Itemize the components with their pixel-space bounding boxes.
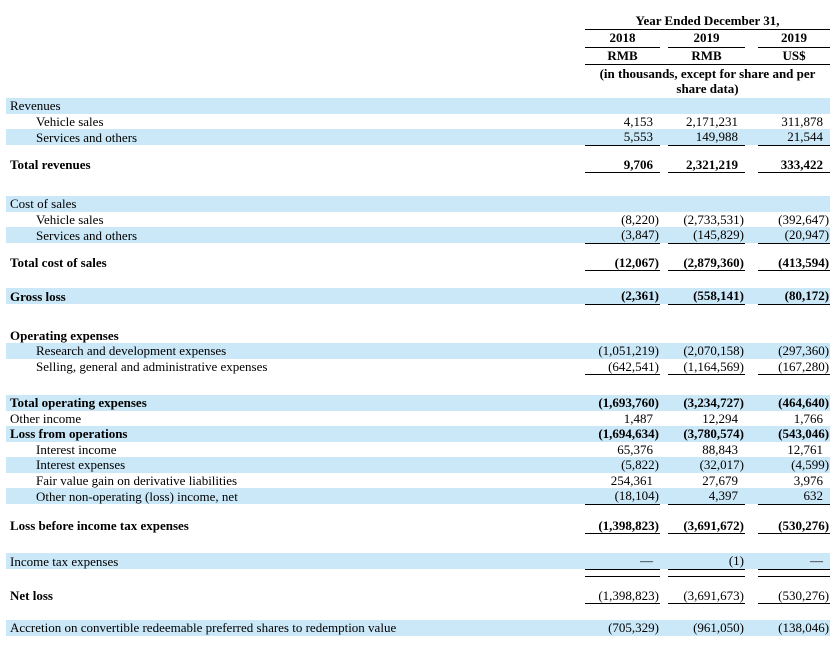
units-note: (in thousands, except for share and per share data) bbox=[599, 66, 816, 96]
row-label: Operating expenses bbox=[10, 327, 119, 343]
value-cell: (8,220) bbox=[621, 211, 659, 227]
table-row bbox=[6, 488, 830, 504]
value-cell: (145,829) bbox=[668, 227, 745, 243]
value-cell: 5,553 bbox=[585, 129, 660, 145]
year-header-2019-rmb: 2019 bbox=[668, 30, 745, 48]
row-label: Other income bbox=[10, 410, 82, 426]
column-gap bbox=[660, 47, 668, 65]
value-cell: (1,694,634) bbox=[585, 426, 660, 442]
table-row bbox=[6, 255, 830, 271]
year-header-2018: 2018 bbox=[585, 30, 660, 48]
value-cell: (530,276) bbox=[758, 588, 830, 604]
column-gap bbox=[660, 588, 668, 604]
column-gap bbox=[660, 288, 668, 304]
table-row bbox=[6, 114, 830, 130]
table-row bbox=[6, 442, 830, 458]
currency-header-rmb-2018: RMB bbox=[585, 47, 660, 65]
row-label: Vehicle sales bbox=[36, 113, 104, 129]
row-label: Loss from operations bbox=[6, 426, 585, 442]
value-cell: (392,647) bbox=[778, 211, 830, 227]
column-gap bbox=[745, 47, 758, 65]
row-label: Services and others bbox=[6, 227, 585, 243]
value-cell: 1,766 bbox=[793, 410, 824, 426]
table-row bbox=[6, 328, 830, 344]
column-gap bbox=[660, 553, 668, 569]
table-row bbox=[6, 288, 830, 304]
column-gap bbox=[660, 457, 668, 473]
financial-statement-page bbox=[0, 8, 830, 636]
spacer-row bbox=[6, 375, 830, 396]
table-row bbox=[6, 426, 830, 442]
column-gap bbox=[745, 442, 758, 458]
value-cell: 3,976 bbox=[793, 472, 824, 488]
value-cell bbox=[668, 328, 745, 344]
value-cell: 632 bbox=[758, 488, 830, 504]
column-gap bbox=[660, 157, 668, 173]
column-gap bbox=[745, 457, 758, 473]
column-gap bbox=[660, 488, 668, 504]
value-cell: 2,321,219 bbox=[668, 157, 745, 173]
value-cell bbox=[585, 98, 660, 114]
value-cell: 12,294 bbox=[702, 410, 738, 426]
column-gap bbox=[745, 553, 758, 569]
value-cell bbox=[585, 328, 660, 344]
year-header-row bbox=[6, 30, 830, 48]
table-row bbox=[6, 588, 830, 604]
column-gap bbox=[660, 129, 668, 145]
value-cell bbox=[585, 196, 660, 212]
value-cell: (1,398,823) bbox=[585, 518, 660, 534]
currency-header-usd-2019: US$ bbox=[758, 47, 830, 65]
spacer-row bbox=[6, 534, 830, 554]
column-gap bbox=[660, 98, 668, 114]
value-cell: (558,141) bbox=[668, 288, 745, 304]
spacer-row bbox=[6, 604, 830, 621]
column-gap bbox=[660, 395, 668, 411]
table-row bbox=[6, 157, 830, 173]
value-cell: 65,376 bbox=[617, 441, 653, 457]
value-cell: 4,153 bbox=[623, 113, 653, 129]
row-label: Revenues bbox=[6, 98, 585, 114]
row-label: Loss before income tax expenses bbox=[10, 518, 189, 533]
column-gap bbox=[660, 620, 668, 636]
value-cell: (543,046) bbox=[758, 426, 830, 442]
table-row bbox=[6, 457, 830, 473]
currency-header-rmb-2019: RMB bbox=[668, 47, 745, 65]
value-cell: (2,070,158) bbox=[668, 343, 745, 359]
table-row bbox=[6, 359, 830, 375]
row-label: Accretion on convertible redeemable preferred shares to redemption value bbox=[6, 620, 585, 636]
column-gap bbox=[745, 196, 758, 212]
row-label: Interest income bbox=[36, 441, 117, 457]
table-row bbox=[6, 98, 830, 114]
value-cell: (4,599) bbox=[758, 457, 830, 473]
value-cell: (2,879,360) bbox=[668, 255, 745, 271]
column-gap bbox=[745, 288, 758, 304]
value-cell: (3,847) bbox=[585, 227, 660, 243]
value-cell bbox=[758, 328, 830, 344]
column-gap bbox=[745, 227, 758, 243]
income-statement-table bbox=[6, 8, 830, 636]
value-cell: — bbox=[758, 553, 830, 569]
table-row bbox=[6, 212, 830, 228]
column-gap bbox=[660, 196, 668, 212]
column-gap bbox=[745, 488, 758, 504]
value-cell: 333,422 bbox=[758, 157, 830, 173]
row-label: Selling, general and administrative expenses bbox=[36, 359, 268, 374]
column-gap bbox=[745, 30, 758, 48]
spacer-row bbox=[6, 271, 830, 289]
column-gap bbox=[745, 255, 758, 271]
value-cell: (2,361) bbox=[585, 288, 660, 304]
column-gap bbox=[660, 473, 668, 489]
value-cell: (530,276) bbox=[758, 518, 830, 534]
value-cell: (464,640) bbox=[758, 395, 830, 411]
table-row bbox=[6, 553, 830, 569]
value-cell: (20,947) bbox=[758, 227, 830, 243]
column-gap bbox=[745, 620, 758, 636]
period-header: Year Ended December 31, bbox=[585, 8, 830, 30]
value-cell: (3,234,727) bbox=[668, 395, 745, 411]
spacer-row bbox=[6, 304, 830, 328]
column-gap bbox=[745, 212, 758, 228]
column-gap bbox=[660, 343, 668, 359]
table-row bbox=[6, 196, 830, 212]
value-cell: (2,733,531) bbox=[683, 211, 744, 227]
rule-row bbox=[6, 569, 830, 576]
period-header-row bbox=[6, 8, 830, 30]
column-gap bbox=[745, 473, 758, 489]
value-cell: (413,594) bbox=[758, 255, 830, 271]
column-gap bbox=[660, 518, 668, 534]
value-cell bbox=[668, 98, 745, 114]
table-row bbox=[6, 129, 830, 145]
table-row bbox=[6, 620, 830, 636]
column-gap bbox=[745, 411, 758, 427]
row-label: Total operating expenses bbox=[6, 395, 585, 411]
value-cell: (3,691,673) bbox=[668, 588, 745, 604]
value-cell: 1,487 bbox=[623, 410, 653, 426]
spacer-row bbox=[6, 145, 830, 157]
column-gap bbox=[745, 395, 758, 411]
column-gap bbox=[745, 588, 758, 604]
value-cell: — bbox=[585, 553, 660, 569]
value-cell: 4,397 bbox=[668, 488, 745, 504]
column-gap bbox=[660, 114, 668, 130]
value-cell: (961,050) bbox=[668, 620, 745, 636]
value-cell: (138,046) bbox=[758, 620, 830, 636]
table-row bbox=[6, 227, 830, 243]
value-cell: 2,171,231 bbox=[686, 113, 738, 129]
value-cell: 12,761 bbox=[787, 441, 824, 457]
spacer-row bbox=[6, 173, 830, 197]
value-cell bbox=[668, 196, 745, 212]
column-gap bbox=[660, 212, 668, 228]
column-gap bbox=[745, 129, 758, 145]
column-gap bbox=[660, 328, 668, 344]
value-cell: (297,360) bbox=[758, 343, 830, 359]
column-gap bbox=[660, 227, 668, 243]
row-label: Income tax expenses bbox=[6, 553, 585, 569]
header-spacer bbox=[6, 8, 585, 30]
value-cell: 149,988 bbox=[668, 129, 745, 145]
column-gap bbox=[660, 411, 668, 427]
row-label: Other non-operating (loss) income, net bbox=[6, 488, 585, 504]
column-gap bbox=[745, 98, 758, 114]
spacer-row bbox=[6, 576, 830, 588]
row-label: Total revenues bbox=[10, 157, 91, 172]
value-cell: (3,691,672) bbox=[668, 518, 745, 534]
value-cell: (18,104) bbox=[585, 488, 660, 504]
value-cell: (1,398,823) bbox=[585, 588, 660, 604]
table-row bbox=[6, 395, 830, 411]
column-gap bbox=[660, 255, 668, 271]
value-cell: 9,706 bbox=[585, 157, 660, 173]
value-cell: (80,172) bbox=[758, 288, 830, 304]
row-label: Total cost of sales bbox=[10, 255, 107, 270]
value-cell bbox=[758, 196, 830, 212]
row-label: Vehicle sales bbox=[36, 211, 104, 227]
value-cell: (1,693,760) bbox=[585, 395, 660, 411]
value-cell: (1,051,219) bbox=[585, 343, 660, 359]
table-row bbox=[6, 473, 830, 489]
row-label: Research and development expenses bbox=[6, 343, 585, 359]
column-gap bbox=[745, 359, 758, 375]
row-label: Services and others bbox=[6, 129, 585, 145]
table-row bbox=[6, 411, 830, 427]
row-label: Fair value gain on derivative liabilities bbox=[36, 472, 238, 488]
value-cell: (3,780,574) bbox=[668, 426, 745, 442]
value-cell: (1) bbox=[668, 553, 745, 569]
units-note-row bbox=[6, 65, 830, 99]
spacer-row bbox=[6, 504, 830, 518]
row-label: Net loss bbox=[10, 588, 53, 603]
value-cell: 311,878 bbox=[781, 113, 824, 129]
column-gap bbox=[745, 426, 758, 442]
column-gap bbox=[745, 343, 758, 359]
column-gap bbox=[660, 442, 668, 458]
value-cell: (705,329) bbox=[585, 620, 660, 636]
column-gap bbox=[745, 328, 758, 344]
value-cell: 21,544 bbox=[758, 129, 830, 145]
value-cell: 254,361 bbox=[610, 472, 653, 488]
value-cell: (1,164,569) bbox=[668, 359, 745, 375]
table-row bbox=[6, 518, 830, 534]
value-cell: (12,067) bbox=[585, 255, 660, 271]
row-label: Cost of sales bbox=[6, 196, 585, 212]
column-gap bbox=[745, 518, 758, 534]
table-row bbox=[6, 343, 830, 359]
column-gap bbox=[660, 30, 668, 48]
row-label: Interest expenses bbox=[6, 457, 585, 473]
value-cell: 88,843 bbox=[702, 441, 738, 457]
column-gap bbox=[745, 114, 758, 130]
column-gap bbox=[660, 359, 668, 375]
spacer-row bbox=[6, 243, 830, 255]
currency-header-row bbox=[6, 47, 830, 65]
value-cell bbox=[758, 98, 830, 114]
column-gap bbox=[745, 157, 758, 173]
row-label: Gross loss bbox=[6, 288, 585, 304]
value-cell: (167,280) bbox=[758, 359, 830, 375]
value-cell: (5,822) bbox=[585, 457, 660, 473]
column-gap bbox=[660, 426, 668, 442]
value-cell: (642,541) bbox=[585, 359, 660, 375]
value-cell: (32,017) bbox=[668, 457, 745, 473]
value-cell: 27,679 bbox=[702, 472, 738, 488]
year-header-2019-usd: 2019 bbox=[758, 30, 830, 48]
